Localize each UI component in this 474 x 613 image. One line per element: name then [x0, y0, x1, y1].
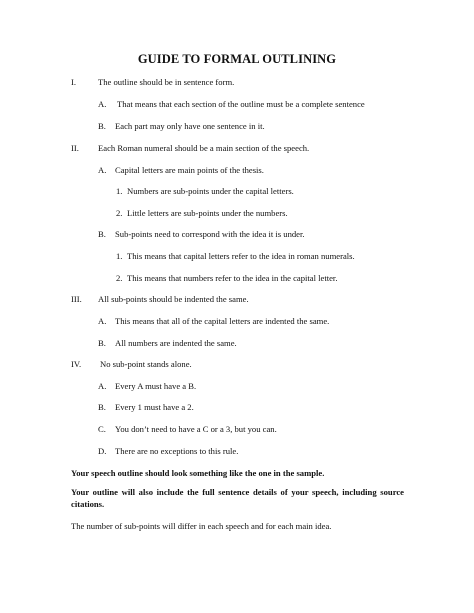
letter-marker: A. [98, 99, 107, 109]
number-marker: 2. [116, 273, 123, 283]
section-text: Each Roman numeral should be a main section of the speech. [98, 143, 310, 153]
item-text: Every A must have a B. [115, 381, 197, 391]
letter-marker: D. [98, 446, 107, 456]
item-text: This means that numbers refer to the idea in the capital letter. [127, 273, 338, 283]
item-text: Little letters are sub-points under the numbers. [127, 208, 288, 218]
details-note: Your outline will also include the full sentence details of your speech, including source citations. [71, 487, 404, 509]
item-text: You don’t need to have a C or a 3, but you can. [115, 424, 277, 434]
section-text: The outline should be in sentence form. [98, 77, 235, 87]
number-marker: 2. [116, 208, 123, 218]
roman-numeral-marker: I. [71, 77, 77, 87]
letter-marker: A. [98, 381, 107, 391]
item-text: All numbers are indented the same. [115, 338, 237, 348]
item-text: Capital letters are main points of the thesis. [115, 165, 264, 175]
page-title: GUIDE TO FORMAL OUTLINING [137, 52, 337, 66]
number-marker: 1. [116, 251, 123, 261]
roman-numeral-marker: III. [71, 294, 82, 304]
item-text: Sub-points need to correspond with the idea it is under. [115, 229, 305, 239]
letter-marker: B. [98, 402, 106, 412]
letter-marker: B. [98, 121, 106, 131]
item-text: This means that capital letters refer to the idea in roman numerals. [127, 251, 355, 261]
item-text: Each part may only have one sentence in it. [115, 121, 265, 131]
section-text: No sub-point stands alone. [100, 359, 192, 369]
roman-numeral-marker: II. [71, 143, 79, 153]
letter-marker: C. [98, 424, 106, 434]
letter-marker: B. [98, 229, 106, 239]
sample-note: Your speech outline should look something like the one in the sample. [71, 468, 325, 478]
letter-marker: A. [98, 165, 107, 175]
letter-marker: A. [98, 316, 107, 326]
letter-marker: B. [98, 338, 106, 348]
item-text: There are no exceptions to this rule. [115, 446, 239, 456]
item-text: Numbers are sub-points under the capital letters. [127, 186, 294, 196]
item-text: Every 1 must have a 2. [115, 402, 194, 412]
roman-numeral-marker: IV. [71, 359, 82, 369]
section-text: All sub-points should be indented the same. [98, 294, 249, 304]
item-text: That means that each section of the outline must be a complete sentence [117, 99, 365, 109]
item-text: This means that all of the capital letters are indented the same. [115, 316, 330, 326]
number-marker: 1. [116, 186, 123, 196]
sub-points-note: The number of sub-points will differ in each speech and for each main idea. [71, 521, 332, 531]
